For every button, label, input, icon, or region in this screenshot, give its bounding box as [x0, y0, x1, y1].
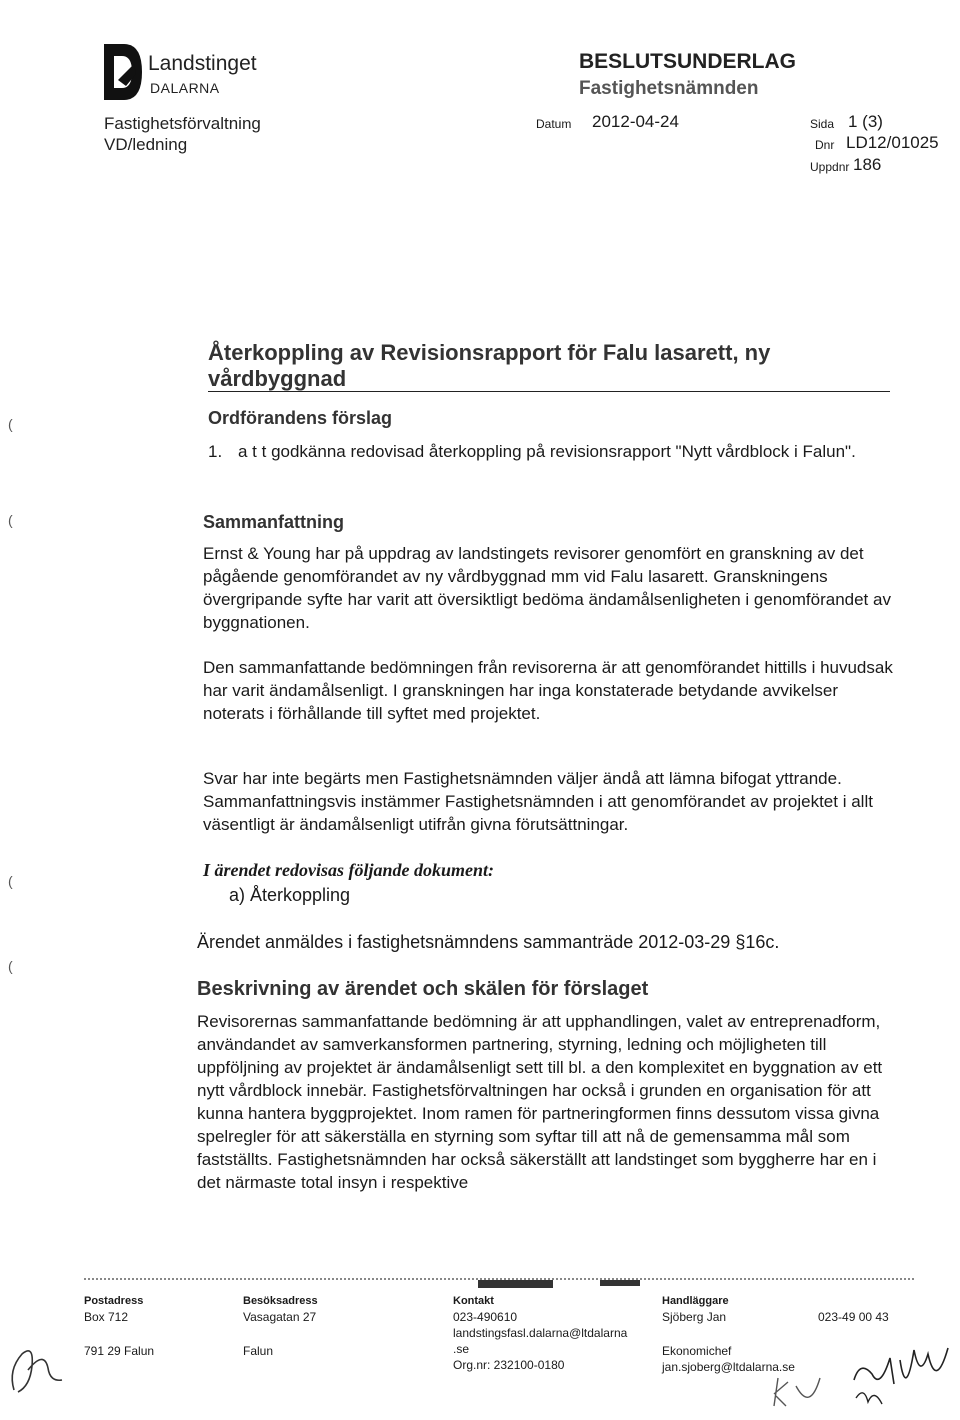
- document-title: Återkoppling av Revisionsrapport för Falu lasarett, ny vårdbyggnad: [208, 340, 771, 391]
- documents-heading: I ärendet redovisas följande dokument:: [203, 860, 494, 880]
- contact-email: landstingsfasl.dalarna@ltdalarna: [453, 1326, 628, 1340]
- visit-label: Besöksadress: [243, 1295, 318, 1307]
- scan-artifact: [478, 1280, 553, 1288]
- description-paragraph: Revisorernas sammanfattande bedömning är att upphandlingen, valet av entreprenadform, användandet av samverkansformen partnering, styrning, ledning och möjligheten till uppföljning av projektet är ändamålsenligt sett till bl. a den komplexitet en byggnation av ett nytt vårdblock innebär. Fastighetsförvaltningen har också i grunden en organisation för att kunna hantera byggprojektet. Inom ramen för partneringformen finns dessutom vissa givna spelregler för att säkerställa en styrning som syftar till att nå de gemensamma mål som fastställts. Fastighetsnämnden har också säkerställt att landstinget som byggherre har en i det närmaste total insyn i respektive: [197, 1012, 883, 1192]
- document-type: BESLUTSUNDERLAG: [579, 50, 797, 73]
- postal-line-2: 791 29 Falun: [84, 1344, 155, 1358]
- footer-handler: [662, 1293, 795, 1375]
- organization: [104, 113, 261, 155]
- landstinget-logo: [104, 44, 142, 100]
- contact-label: Kontakt: [453, 1295, 494, 1307]
- committee-name: Fastighetsnämnden: [579, 78, 759, 99]
- handwritten-signature: [850, 1340, 955, 1410]
- scan-bracket-mark: (: [8, 512, 13, 528]
- diary-number-value: LD12/01025: [846, 133, 939, 152]
- summary-paragraph-3: Svar har inte begärts men Fastighetsnämnden väljer ändå att lämna bifogat yttrande. Sammanfattningsvis instämmer Fastighetsnämnden i att genomförandet av projektet i allt väsentligt är ändamålsenligt utifrån givna förutsättningar.: [203, 769, 873, 834]
- contact-email-tld: .se: [453, 1342, 470, 1356]
- handler-email: jan.sjoberg@ltdalarna.se: [662, 1360, 795, 1374]
- scan-bracket-mark: (: [8, 416, 13, 432]
- organization-number: Org.nr: 232100-0180: [453, 1358, 565, 1372]
- title-divider: [208, 391, 890, 392]
- page-label: Sida: [810, 117, 835, 131]
- footer-contact: [453, 1293, 627, 1373]
- handler-phone: 023-49 00 43: [818, 1310, 889, 1324]
- summary-paragraph-1: Ernst & Young har på uppdrag av landstingets revisorer genomfört en granskning av det pågående genomförandet av ny vårdbyggnad mm vid Falu lasarett. Granskningens övergripande syfte har varit att översiktligt bedöma ändamålsenligheten i genomförandet av byggnationen.: [203, 544, 891, 632]
- documents-item: a) Återkoppling: [229, 885, 351, 905]
- reported-text: Ärendet anmäldes i fastighetsnämndens sammanträde 2012-03-29 §16c.: [197, 932, 780, 952]
- page-value: 1 (3): [848, 112, 883, 131]
- org-unit: VD/ledning: [104, 135, 188, 154]
- handler-label: Handläggare: [662, 1295, 729, 1307]
- summary-paragraph-2: Den sammanfattande bedömningen från revisorerna är att genomförandet hittills i huvudsak har varit ändamålsenligt. I granskningen har inga konstaterade betydande avvikelser noterats i förhållande till syftet med projektet.: [203, 658, 893, 723]
- assignment-number-value: 186: [853, 155, 882, 174]
- handler-role: Ekonomichef: [662, 1344, 732, 1358]
- diary-number-label: Dnr: [815, 138, 835, 152]
- scan-artifact: [600, 1280, 640, 1288]
- proposal-heading: Ordförandens förslag: [208, 408, 393, 428]
- summary-heading: Sammanfattning: [203, 512, 345, 532]
- footer-visit: [243, 1293, 318, 1359]
- org-department: Fastighetsförvaltning: [104, 114, 261, 133]
- scan-bracket-mark: (: [8, 958, 13, 974]
- date-value: 2012-04-24: [592, 112, 679, 131]
- handler-name: Sjöberg Jan: [662, 1310, 727, 1324]
- handwritten-initials: [770, 1372, 830, 1412]
- description-heading: Beskrivning av ärendet och skälen för förslaget: [197, 978, 649, 1000]
- handwritten-initials: [4, 1340, 74, 1400]
- brand-subtitle: DALARNA: [150, 80, 220, 96]
- visit-line-2: Falun: [243, 1344, 274, 1358]
- postal-label: Postadress: [84, 1295, 144, 1307]
- brand-name: Landstinget: [148, 52, 257, 75]
- proposal-number: 1.: [208, 442, 223, 461]
- footer-postal: [84, 1293, 154, 1359]
- postal-line-1: Box 712: [84, 1310, 129, 1324]
- assignment-number-label: Uppdnr: [810, 160, 850, 174]
- visit-line-1: Vasagatan 27: [243, 1310, 317, 1324]
- date-label: Datum: [536, 117, 572, 131]
- scan-bracket-mark: (: [8, 873, 13, 889]
- proposal-text: a t t godkänna redovisad återkoppling på revisionsrapport "Nytt vårdblock i Falun".: [238, 442, 856, 461]
- contact-phone: 023-490610: [453, 1310, 518, 1324]
